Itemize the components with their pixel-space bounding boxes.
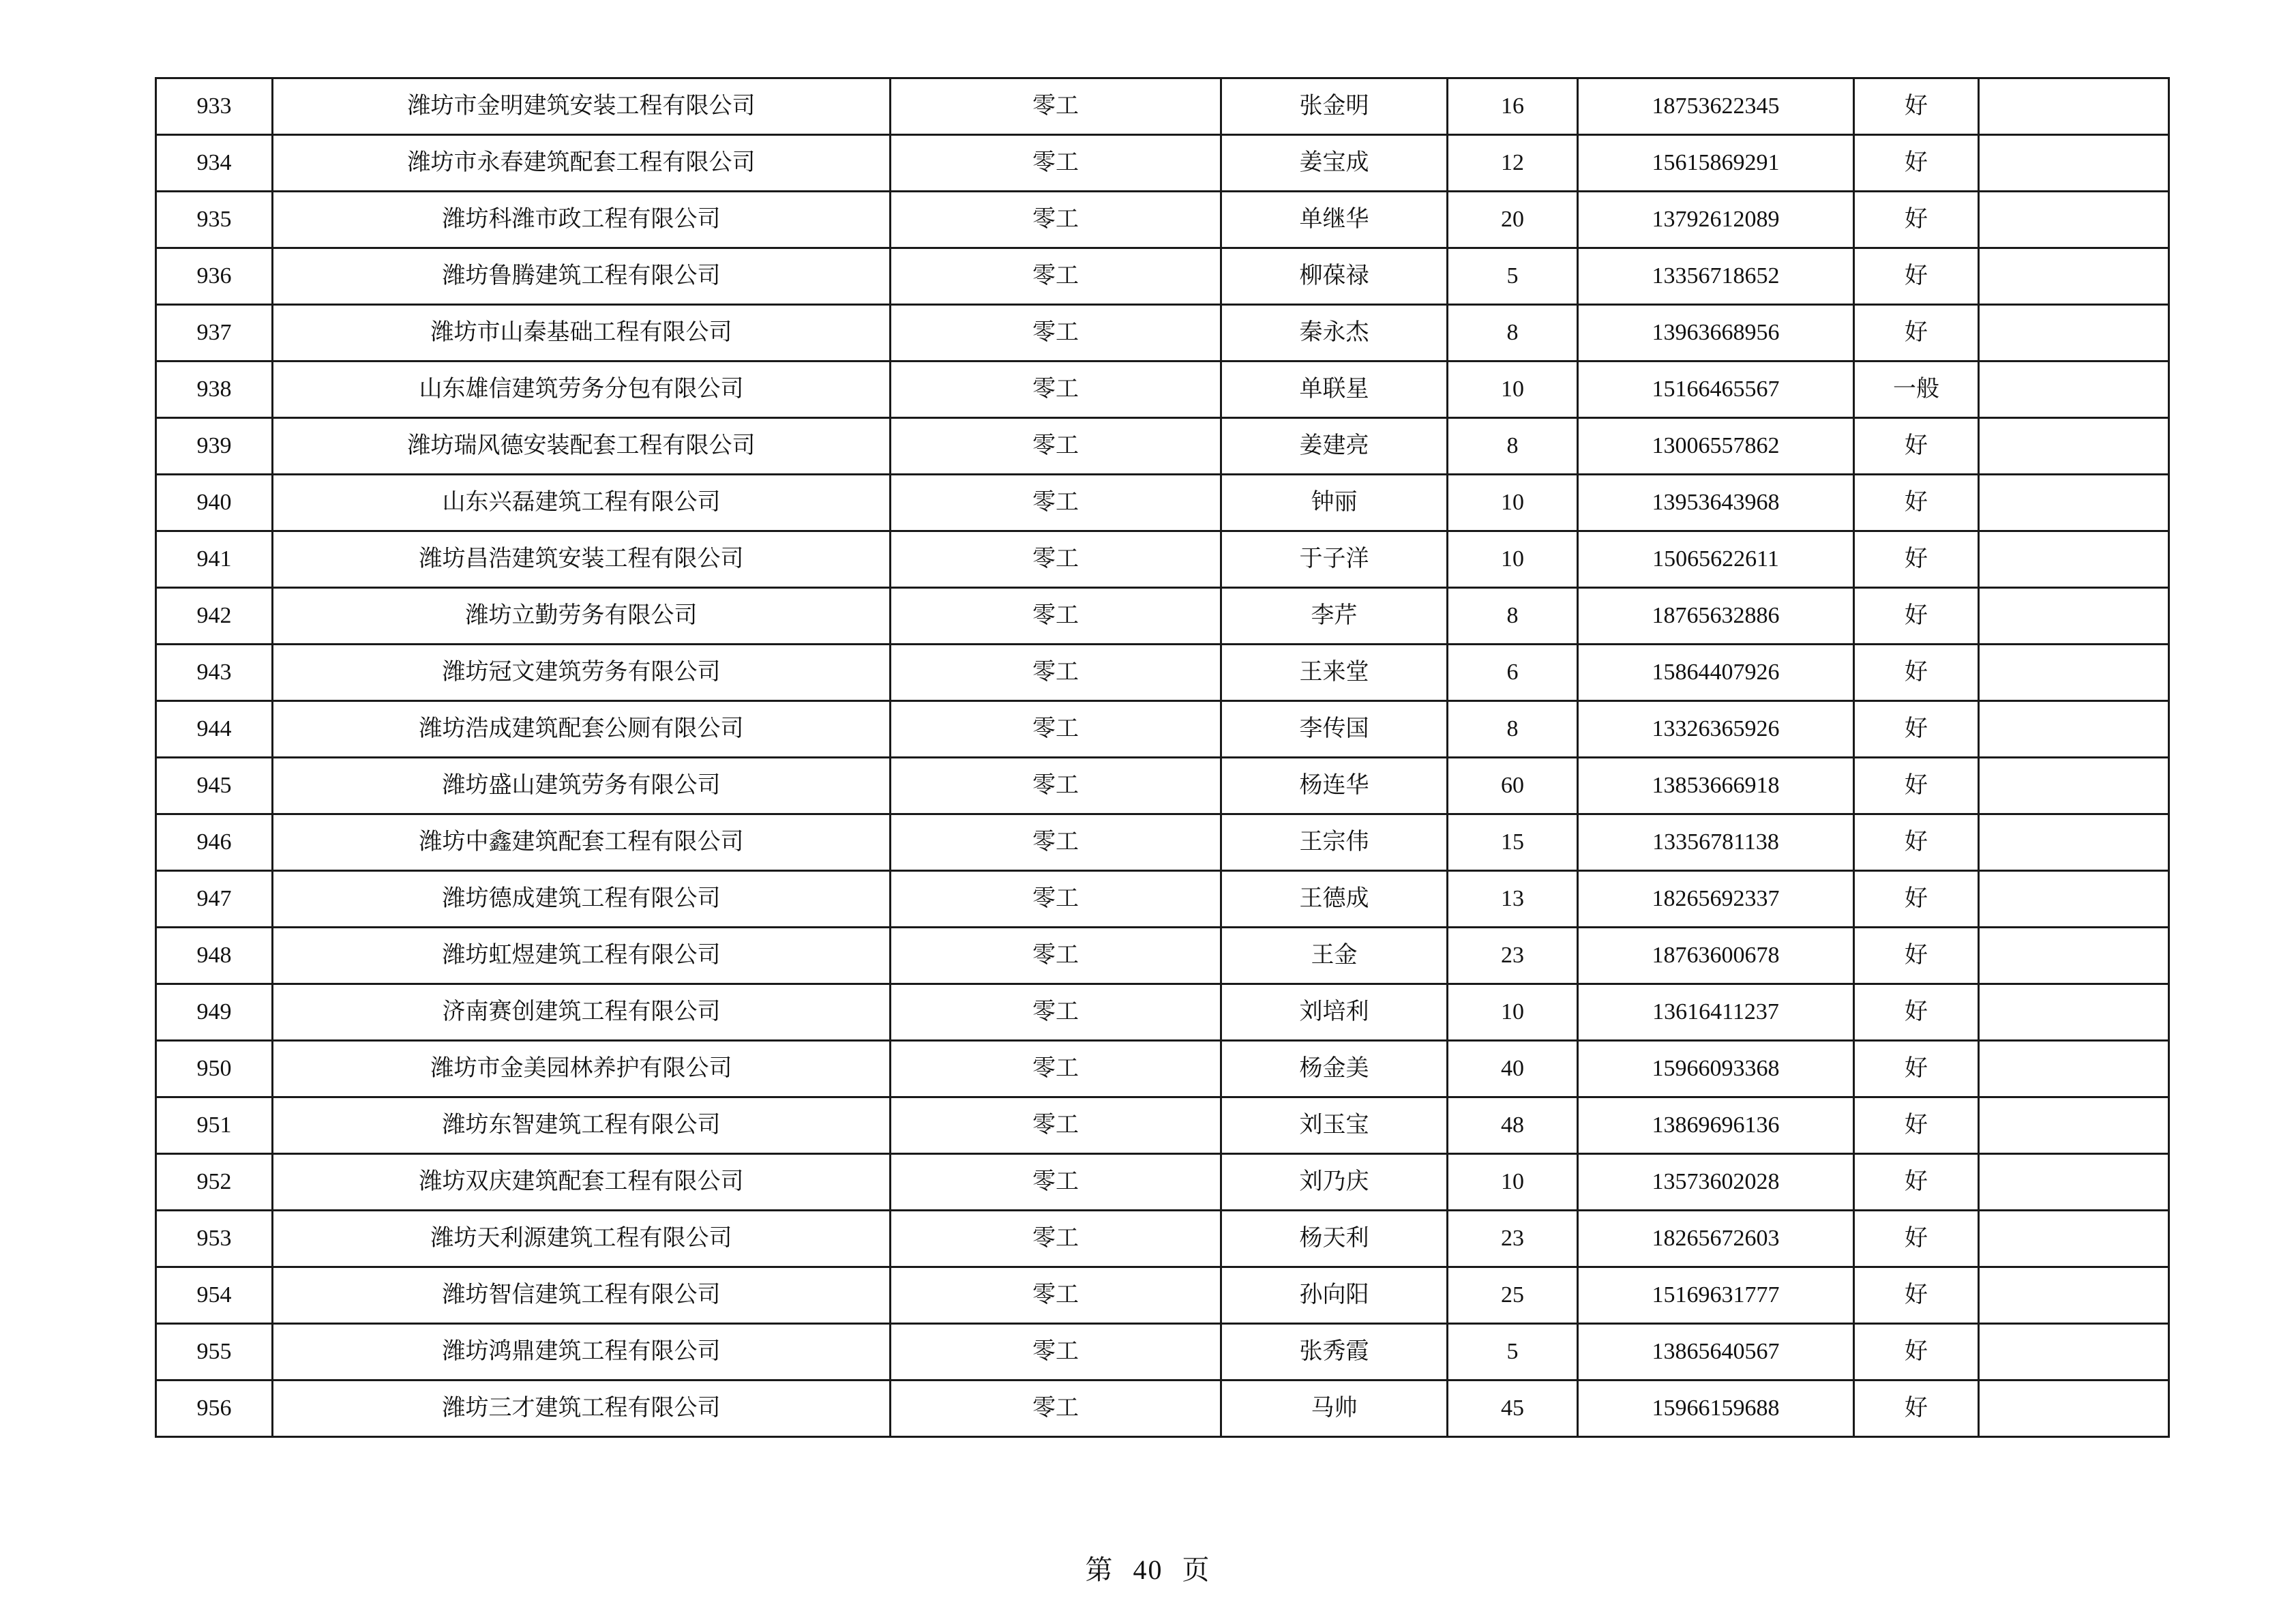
headcount-cell: 5 — [1448, 248, 1578, 305]
headcount-cell: 23 — [1448, 928, 1578, 984]
company-name-cell: 潍坊昌浩建筑安装工程有限公司 — [273, 531, 891, 588]
remark-cell — [1979, 588, 2169, 645]
row-number-cell: 939 — [156, 418, 273, 475]
work-type-cell: 零工 — [891, 984, 1221, 1041]
phone-number-cell: 13356781138 — [1578, 814, 1854, 871]
remark-cell — [1979, 645, 2169, 701]
work-type-cell: 零工 — [891, 1381, 1221, 1437]
table-row — [156, 1211, 2169, 1267]
company-name-cell: 潍坊浩成建筑配套公厕有限公司 — [273, 701, 891, 758]
phone-number-cell: 13356718652 — [1578, 248, 1854, 305]
rating-cell: 好 — [1854, 1267, 1979, 1324]
rating-cell: 好 — [1854, 248, 1979, 305]
rating-cell: 好 — [1854, 1041, 1979, 1097]
phone-number-cell: 18265672603 — [1578, 1211, 1854, 1267]
remark-cell — [1979, 928, 2169, 984]
table-row — [156, 1041, 2169, 1097]
row-number-cell: 954 — [156, 1267, 273, 1324]
table-row — [156, 1154, 2169, 1211]
phone-number-cell: 15166465567 — [1578, 361, 1854, 418]
table-row — [156, 645, 2169, 701]
row-number-cell: 943 — [156, 645, 273, 701]
company-name-cell: 潍坊虹煜建筑工程有限公司 — [273, 928, 891, 984]
headcount-cell: 10 — [1448, 475, 1578, 531]
headcount-cell: 23 — [1448, 1211, 1578, 1267]
table-row — [156, 192, 2169, 248]
company-name-cell: 潍坊科潍市政工程有限公司 — [273, 192, 891, 248]
remark-cell — [1979, 531, 2169, 588]
rating-cell: 好 — [1854, 192, 1979, 248]
company-name-cell: 潍坊瑞风德安装配套工程有限公司 — [273, 418, 891, 475]
contact-person-cell: 单继华 — [1221, 192, 1448, 248]
contact-person-cell: 秦永杰 — [1221, 305, 1448, 361]
page-footer — [0, 1548, 2296, 1587]
remark-cell — [1979, 78, 2169, 135]
row-number-cell: 933 — [156, 78, 273, 135]
table-row — [156, 1381, 2169, 1437]
rating-cell: 好 — [1854, 928, 1979, 984]
phone-number-cell: 13326365926 — [1578, 701, 1854, 758]
headcount-cell: 13 — [1448, 871, 1578, 928]
work-type-cell: 零工 — [891, 135, 1221, 192]
row-number-cell: 935 — [156, 192, 273, 248]
table-row — [156, 1324, 2169, 1381]
rating-cell: 好 — [1854, 645, 1979, 701]
remark-cell — [1979, 1154, 2169, 1211]
headcount-cell: 10 — [1448, 984, 1578, 1041]
row-number-cell: 934 — [156, 135, 273, 192]
remark-cell — [1979, 248, 2169, 305]
table-row — [156, 361, 2169, 418]
company-name-cell: 潍坊鲁腾建筑工程有限公司 — [273, 248, 891, 305]
table-row — [156, 701, 2169, 758]
contact-person-cell: 王宗伟 — [1221, 814, 1448, 871]
work-type-cell: 零工 — [891, 531, 1221, 588]
row-number-cell: 955 — [156, 1324, 273, 1381]
phone-number-cell: 13853666918 — [1578, 758, 1854, 814]
rating-cell: 好 — [1854, 531, 1979, 588]
table-row — [156, 928, 2169, 984]
work-type-cell: 零工 — [891, 701, 1221, 758]
company-name-cell: 潍坊冠文建筑劳务有限公司 — [273, 645, 891, 701]
work-type-cell: 零工 — [891, 871, 1221, 928]
company-name-cell: 潍坊市金美园林养护有限公司 — [273, 1041, 891, 1097]
row-number-cell: 951 — [156, 1097, 273, 1154]
company-name-cell: 潍坊三才建筑工程有限公司 — [273, 1381, 891, 1437]
contact-person-cell: 姜建亮 — [1221, 418, 1448, 475]
phone-number-cell: 13616411237 — [1578, 984, 1854, 1041]
contact-person-cell: 钟丽 — [1221, 475, 1448, 531]
row-number-cell: 938 — [156, 361, 273, 418]
contact-person-cell: 单联星 — [1221, 361, 1448, 418]
table-row — [156, 814, 2169, 871]
table-row — [156, 758, 2169, 814]
headcount-cell: 8 — [1448, 588, 1578, 645]
company-name-cell: 山东兴磊建筑工程有限公司 — [273, 475, 891, 531]
labor-company-table — [155, 77, 2170, 1438]
rating-cell: 好 — [1854, 1097, 1979, 1154]
remark-cell — [1979, 1267, 2169, 1324]
headcount-cell: 40 — [1448, 1041, 1578, 1097]
table-row — [156, 871, 2169, 928]
rating-cell: 好 — [1854, 701, 1979, 758]
contact-person-cell: 王德成 — [1221, 871, 1448, 928]
contact-person-cell: 杨金美 — [1221, 1041, 1448, 1097]
contact-person-cell: 李芹 — [1221, 588, 1448, 645]
contact-person-cell: 张秀霞 — [1221, 1324, 1448, 1381]
phone-number-cell: 18265692337 — [1578, 871, 1854, 928]
company-name-cell: 潍坊智信建筑工程有限公司 — [273, 1267, 891, 1324]
phone-number-cell: 18753622345 — [1578, 78, 1854, 135]
phone-number-cell: 15065622611 — [1578, 531, 1854, 588]
phone-number-cell: 13792612089 — [1578, 192, 1854, 248]
row-number-cell: 949 — [156, 984, 273, 1041]
table-row — [156, 531, 2169, 588]
headcount-cell: 25 — [1448, 1267, 1578, 1324]
rating-cell: 好 — [1854, 135, 1979, 192]
work-type-cell: 零工 — [891, 1267, 1221, 1324]
work-type-cell: 零工 — [891, 475, 1221, 531]
rating-cell: 好 — [1854, 475, 1979, 531]
table-row — [156, 588, 2169, 645]
company-name-cell: 潍坊中鑫建筑配套工程有限公司 — [273, 814, 891, 871]
row-number-cell: 944 — [156, 701, 273, 758]
remark-cell — [1979, 1381, 2169, 1437]
table-row — [156, 1267, 2169, 1324]
rating-cell: 好 — [1854, 418, 1979, 475]
contact-person-cell: 柳葆禄 — [1221, 248, 1448, 305]
row-number-cell: 945 — [156, 758, 273, 814]
page-number: 40 — [1133, 1554, 1163, 1585]
headcount-cell: 10 — [1448, 361, 1578, 418]
row-number-cell: 948 — [156, 928, 273, 984]
contact-person-cell: 李传国 — [1221, 701, 1448, 758]
row-number-cell: 946 — [156, 814, 273, 871]
phone-number-cell: 18765632886 — [1578, 588, 1854, 645]
contact-person-cell: 刘培利 — [1221, 984, 1448, 1041]
rating-cell: 好 — [1854, 1324, 1979, 1381]
row-number-cell: 953 — [156, 1211, 273, 1267]
rating-cell: 好 — [1854, 1154, 1979, 1211]
contact-person-cell: 王金 — [1221, 928, 1448, 984]
headcount-cell: 45 — [1448, 1381, 1578, 1437]
company-name-cell: 济南赛创建筑工程有限公司 — [273, 984, 891, 1041]
remark-cell — [1979, 1041, 2169, 1097]
remark-cell — [1979, 1211, 2169, 1267]
headcount-cell: 10 — [1448, 1154, 1578, 1211]
headcount-cell: 16 — [1448, 78, 1578, 135]
remark-cell — [1979, 192, 2169, 248]
work-type-cell: 零工 — [891, 1041, 1221, 1097]
phone-number-cell: 15864407926 — [1578, 645, 1854, 701]
remark-cell — [1979, 1324, 2169, 1381]
table-row — [156, 1097, 2169, 1154]
headcount-cell: 12 — [1448, 135, 1578, 192]
phone-number-cell: 13865640567 — [1578, 1324, 1854, 1381]
contact-person-cell: 张金明 — [1221, 78, 1448, 135]
phone-number-cell: 15966093368 — [1578, 1041, 1854, 1097]
row-number-cell: 947 — [156, 871, 273, 928]
work-type-cell: 零工 — [891, 928, 1221, 984]
rating-cell: 好 — [1854, 588, 1979, 645]
headcount-cell: 20 — [1448, 192, 1578, 248]
headcount-cell: 8 — [1448, 305, 1578, 361]
work-type-cell: 零工 — [891, 1324, 1221, 1381]
work-type-cell: 零工 — [891, 78, 1221, 135]
row-number-cell: 937 — [156, 305, 273, 361]
phone-number-cell: 13953643968 — [1578, 475, 1854, 531]
work-type-cell: 零工 — [891, 192, 1221, 248]
row-number-cell: 940 — [156, 475, 273, 531]
headcount-cell: 48 — [1448, 1097, 1578, 1154]
rating-cell: 好 — [1854, 1211, 1979, 1267]
phone-number-cell: 13006557862 — [1578, 418, 1854, 475]
headcount-cell: 15 — [1448, 814, 1578, 871]
company-name-cell: 潍坊鸿鼎建筑工程有限公司 — [273, 1324, 891, 1381]
work-type-cell: 零工 — [891, 361, 1221, 418]
contact-person-cell: 王来堂 — [1221, 645, 1448, 701]
remark-cell — [1979, 814, 2169, 871]
phone-number-cell: 13963668956 — [1578, 305, 1854, 361]
company-name-cell: 潍坊德成建筑工程有限公司 — [273, 871, 891, 928]
company-name-cell: 潍坊双庆建筑配套工程有限公司 — [273, 1154, 891, 1211]
work-type-cell: 零工 — [891, 645, 1221, 701]
company-name-cell: 潍坊东智建筑工程有限公司 — [273, 1097, 891, 1154]
table-row — [156, 984, 2169, 1041]
contact-person-cell: 姜宝成 — [1221, 135, 1448, 192]
headcount-cell: 10 — [1448, 531, 1578, 588]
rating-cell: 好 — [1854, 814, 1979, 871]
work-type-cell: 零工 — [891, 588, 1221, 645]
rating-cell: 好 — [1854, 78, 1979, 135]
company-name-cell: 潍坊立勤劳务有限公司 — [273, 588, 891, 645]
contact-person-cell: 刘乃庆 — [1221, 1154, 1448, 1211]
contact-person-cell: 杨天利 — [1221, 1211, 1448, 1267]
table-row — [156, 475, 2169, 531]
remark-cell — [1979, 1097, 2169, 1154]
contact-person-cell: 孙向阳 — [1221, 1267, 1448, 1324]
company-name-cell: 潍坊天利源建筑工程有限公司 — [273, 1211, 891, 1267]
headcount-cell: 8 — [1448, 701, 1578, 758]
rating-cell: 好 — [1854, 758, 1979, 814]
work-type-cell: 零工 — [891, 1154, 1221, 1211]
remark-cell — [1979, 701, 2169, 758]
contact-person-cell: 刘玉宝 — [1221, 1097, 1448, 1154]
headcount-cell: 60 — [1448, 758, 1578, 814]
company-name-cell: 潍坊市山秦基础工程有限公司 — [273, 305, 891, 361]
phone-number-cell: 18763600678 — [1578, 928, 1854, 984]
row-number-cell: 941 — [156, 531, 273, 588]
contact-person-cell: 于子洋 — [1221, 531, 1448, 588]
rating-cell: 好 — [1854, 984, 1979, 1041]
work-type-cell: 零工 — [891, 814, 1221, 871]
remark-cell — [1979, 475, 2169, 531]
headcount-cell: 5 — [1448, 1324, 1578, 1381]
table-body — [156, 78, 2169, 1437]
work-type-cell: 零工 — [891, 1211, 1221, 1267]
contact-person-cell: 杨连华 — [1221, 758, 1448, 814]
remark-cell — [1979, 418, 2169, 475]
headcount-cell: 6 — [1448, 645, 1578, 701]
phone-number-cell: 13573602028 — [1578, 1154, 1854, 1211]
row-number-cell: 950 — [156, 1041, 273, 1097]
row-number-cell: 942 — [156, 588, 273, 645]
work-type-cell: 零工 — [891, 418, 1221, 475]
rating-cell: 好 — [1854, 871, 1979, 928]
page-suffix: 页 — [1182, 1554, 1211, 1585]
company-name-cell: 潍坊市金明建筑安装工程有限公司 — [273, 78, 891, 135]
table-row — [156, 418, 2169, 475]
table-row — [156, 248, 2169, 305]
phone-number-cell: 15615869291 — [1578, 135, 1854, 192]
headcount-cell: 8 — [1448, 418, 1578, 475]
page-prefix: 第 — [1085, 1554, 1114, 1585]
work-type-cell: 零工 — [891, 248, 1221, 305]
rating-cell: 一般 — [1854, 361, 1979, 418]
company-name-cell: 潍坊市永春建筑配套工程有限公司 — [273, 135, 891, 192]
rating-cell: 好 — [1854, 1381, 1979, 1437]
row-number-cell: 952 — [156, 1154, 273, 1211]
rating-cell: 好 — [1854, 305, 1979, 361]
company-name-cell: 山东雄信建筑劳务分包有限公司 — [273, 361, 891, 418]
row-number-cell: 936 — [156, 248, 273, 305]
work-type-cell: 零工 — [891, 305, 1221, 361]
table-row — [156, 78, 2169, 135]
remark-cell — [1979, 758, 2169, 814]
remark-cell — [1979, 361, 2169, 418]
remark-cell — [1979, 135, 2169, 192]
phone-number-cell: 15169631777 — [1578, 1267, 1854, 1324]
work-type-cell: 零工 — [891, 1097, 1221, 1154]
remark-cell — [1979, 871, 2169, 928]
remark-cell — [1979, 305, 2169, 361]
remark-cell — [1979, 984, 2169, 1041]
company-name-cell: 潍坊盛山建筑劳务有限公司 — [273, 758, 891, 814]
table-row — [156, 135, 2169, 192]
phone-number-cell: 15966159688 — [1578, 1381, 1854, 1437]
row-number-cell: 956 — [156, 1381, 273, 1437]
phone-number-cell: 13869696136 — [1578, 1097, 1854, 1154]
contact-person-cell: 马帅 — [1221, 1381, 1448, 1437]
table-row — [156, 305, 2169, 361]
work-type-cell: 零工 — [891, 758, 1221, 814]
